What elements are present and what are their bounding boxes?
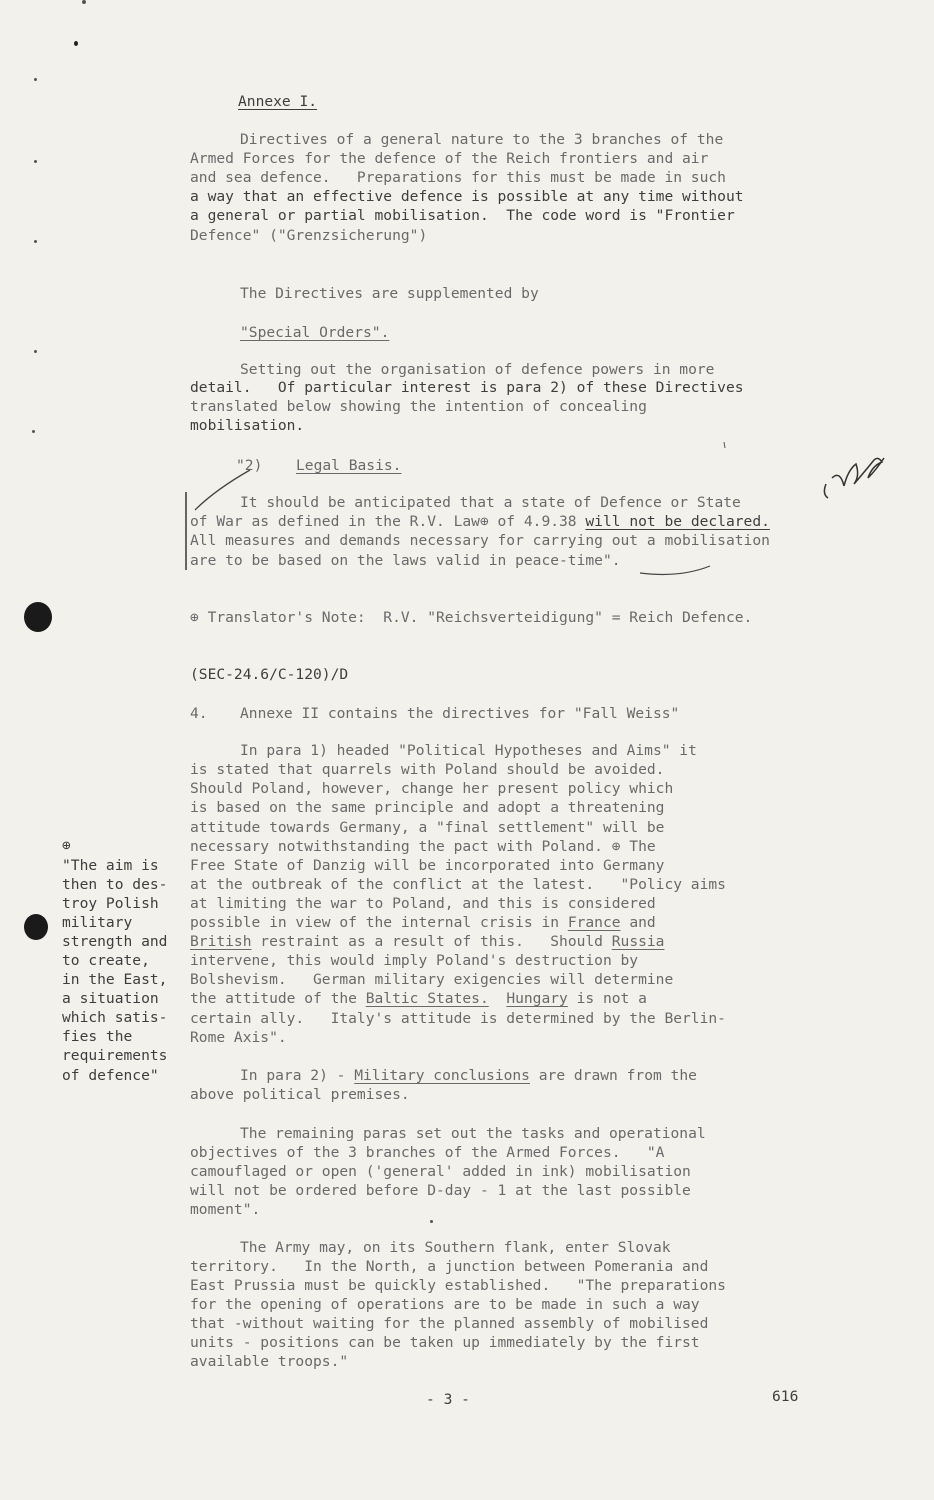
quote-number: "2) — [236, 457, 263, 474]
text-line: necessary notwithstanding the pact with Poland. ⊕ The — [190, 838, 656, 855]
text-line: camouflaged or open ('general' added in ink) mobilisation — [190, 1163, 691, 1180]
margin-note-line: then to des- — [62, 876, 168, 893]
text-line: Free State of Danzig will be incorporated into Germany — [190, 857, 665, 874]
text-fragment: and — [620, 914, 656, 931]
special-orders-heading: "Special Orders". — [240, 324, 390, 341]
margin-note-line: of defence" — [62, 1067, 159, 1084]
text-line: is stated that quarrels with Poland should be avoided. — [190, 761, 665, 778]
text-line: In para 1) headed "Political Hypotheses and Aims" it — [240, 742, 697, 759]
text-line: Should Poland, however, change her present policy which — [190, 780, 674, 797]
margin-note-line: requirements — [62, 1047, 168, 1064]
item-text: Annexe II contains the directives for "Fall Weiss" — [240, 705, 680, 722]
text-line: The remaining paras set out the tasks and operational — [240, 1125, 706, 1142]
text-fragment: In para 2) - — [240, 1067, 355, 1084]
text-line: will not be ordered before D-day - 1 at the last possible — [190, 1182, 691, 1199]
text-fragment: are drawn from the — [529, 1067, 697, 1084]
text-line: territory. In the North, a junction between Pomerania and — [190, 1258, 709, 1275]
document-reference: (SEC-24.6/C-120)/D — [190, 666, 349, 683]
text-line: a way that an effective defence is possible at any time without — [190, 188, 744, 205]
text-line: moment". — [190, 1201, 261, 1218]
margin-note-line: a situation — [62, 990, 159, 1007]
margin-note-line: ⊕ — [62, 837, 71, 854]
text-line: All measures and demands necessary for carrying out a mobilisation — [190, 532, 770, 549]
text-line: mobilisation. — [190, 417, 305, 434]
underlined-hungary: Hungary — [506, 990, 568, 1007]
text-fragment: is not a — [567, 990, 647, 1007]
text-line: above political premises. — [190, 1086, 410, 1103]
text-line: Bolshevism. German military exigencies will determine — [190, 971, 674, 988]
margin-note-line: strength and — [62, 933, 168, 950]
text-line: and sea defence. Preparations for this must be made in such — [190, 169, 726, 186]
sheet-number: 616 — [772, 1388, 799, 1405]
margin-note-line: "The aim is — [62, 857, 159, 874]
translator-note: ⊕ Translator's Note: R.V. "Reichsverteidigung" = Reich Defence. — [190, 609, 753, 626]
margin-note-line: which satis- — [62, 1009, 168, 1026]
text-line: Rome Axis". — [190, 1029, 287, 1046]
text-line: for the opening of operations are to be made in such a way — [190, 1296, 700, 1313]
text-line: intervene, this would imply Poland's destruction by — [190, 952, 639, 969]
item-number: 4. — [190, 705, 208, 722]
annex-heading: Annexe I. — [238, 93, 318, 110]
text-line: is based on the same principle and adopt a threatening — [190, 799, 665, 816]
text-line: It should be anticipated that a state of Defence or State — [240, 494, 741, 511]
text-line: at limiting the war to Poland, and this is considered — [190, 895, 656, 912]
text-line: objectives of the 3 branches of the Armed Forces. "A — [190, 1144, 665, 1161]
text-line: Directives of a general nature to the 3 branches of the — [240, 131, 724, 148]
page-number: - 3 - — [426, 1391, 470, 1408]
margin-note-line: in the East, — [62, 971, 168, 988]
text-line: translated below showing the intention of concealing — [190, 398, 647, 415]
text-line: a general or partial mobilisation. The code word is "Frontier — [190, 207, 735, 224]
pencil-initials — [824, 458, 884, 498]
text-fragment: of War as defined in the R.V. Law⊕ of 4.9.38 — [190, 513, 586, 530]
text-line: East Prussia must be quickly established. "The preparations — [190, 1277, 726, 1294]
underlined-military-conclusions: Military conclusions — [354, 1067, 530, 1084]
underlined-baltic-states: Baltic States. — [365, 990, 489, 1007]
text-line: attitude towards Germany, a "final settlement" will be — [190, 819, 665, 836]
pencil-underline-stroke — [640, 566, 710, 574]
margin-note-line: military — [62, 914, 133, 931]
underlined-france: France — [567, 914, 621, 931]
pencil-bracket-stroke — [195, 470, 250, 510]
quote-heading: Legal Basis. — [296, 457, 402, 474]
text-line: Defence" ("Grenzsicherung") — [190, 227, 428, 244]
text-line: that -without waiting for the planned assembly of mobilised — [190, 1315, 709, 1332]
text-line: detail. Of particular interest is para 2) of these Directives — [190, 379, 744, 396]
supplement-line: The Directives are supplemented by — [240, 285, 539, 302]
pencil-tick — [724, 442, 725, 448]
text-line: at the outbreak of the conflict at the latest. "Policy aims — [190, 876, 726, 893]
margin-note-line: fies the — [62, 1028, 133, 1045]
underlined-british: British — [190, 933, 252, 950]
margin-note-line: troy Polish — [62, 895, 159, 912]
text-fragment: restraint as a result of this. Should — [251, 933, 612, 950]
text-line: The Army may, on its Southern flank, enter Slovak — [240, 1239, 671, 1256]
text-line: Armed Forces for the defence of the Reich frontiers and air — [190, 150, 709, 167]
text-line: certain ally. Italy's attitude is determined by the Berlin- — [190, 1010, 726, 1027]
text-fragment: the attitude of the — [190, 990, 366, 1007]
text-line: units - positions can be taken up immediately by the first — [190, 1334, 700, 1351]
margin-note-line: to create, — [62, 952, 150, 969]
text-line: are to be based on the laws valid in peace-time". — [190, 552, 621, 569]
text-line: Setting out the organisation of defence powers in more — [240, 361, 715, 378]
emphasis-underlined: will not be declared. — [585, 513, 770, 530]
text-fragment: possible in view of the internal crisis in — [190, 914, 568, 931]
text-line: available troops." — [190, 1353, 349, 1370]
underlined-russia: Russia — [611, 933, 665, 950]
